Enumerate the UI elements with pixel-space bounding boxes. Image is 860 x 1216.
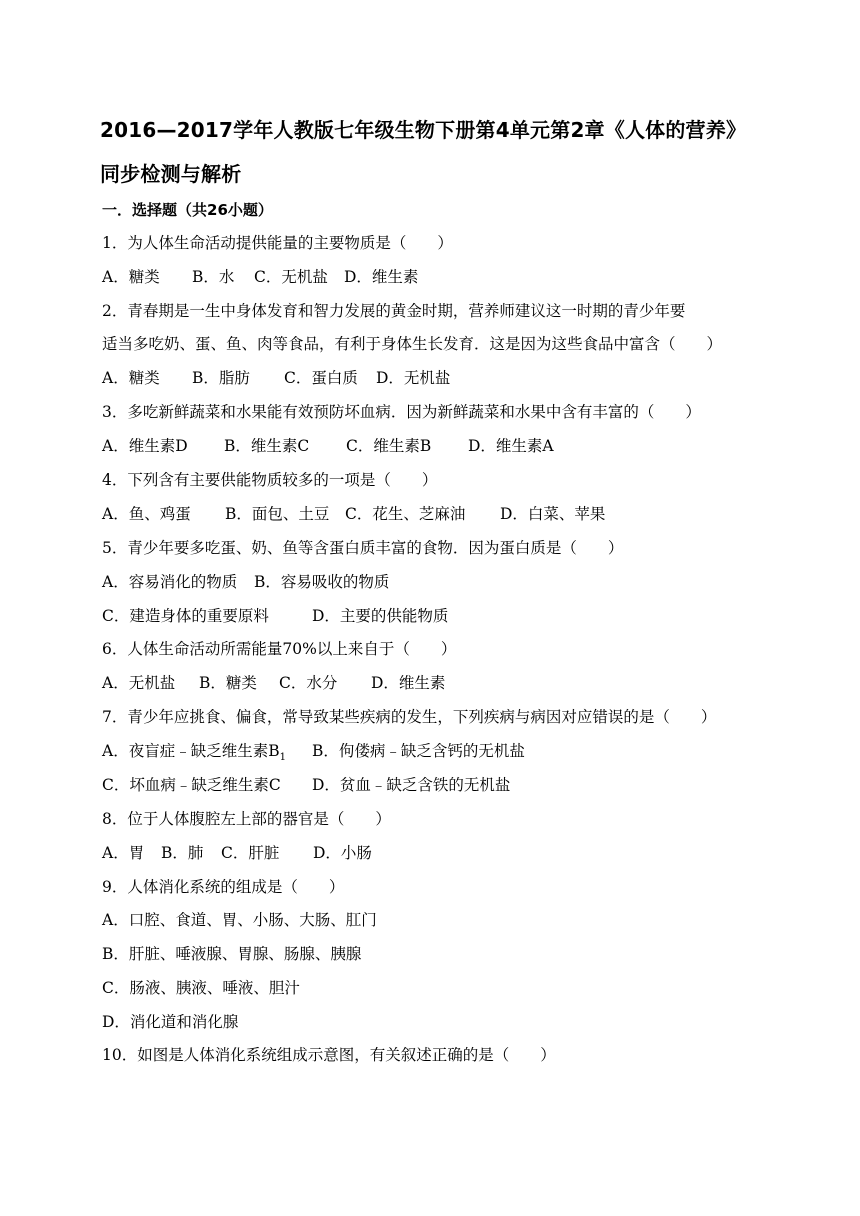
q2-option-c: C．蛋白质 bbox=[284, 369, 358, 387]
q7-option-d: D．贫血﹣缺乏含铁的无机盐 bbox=[312, 776, 511, 794]
q4-option-b: B．面包、土豆 bbox=[225, 505, 330, 523]
q3-option-a: A．维生素D bbox=[102, 437, 188, 455]
q1-option-c: C．无机盐 bbox=[254, 268, 328, 286]
q9-option-b: B．肝脏、唾液腺、胃腺、肠腺、胰腺 bbox=[102, 945, 362, 963]
question-7-options-row-1 bbox=[102, 741, 525, 768]
q6-option-b: B．糖类 bbox=[199, 674, 257, 692]
question-3-options bbox=[102, 436, 554, 456]
q8-option-a: A．胃 bbox=[102, 844, 145, 862]
q5-option-c: C．建造身体的重要原料 bbox=[102, 607, 269, 625]
q9-option-a: A．口腔、食道、胃、小肠、大肠、肛门 bbox=[102, 911, 377, 929]
question-2-line-2: 适当多吃奶、蛋、鱼、肉等食品，有利于身体生长发育．这是因为这些食品中富含（ ） bbox=[102, 335, 723, 353]
q4-option-c: C．花生、芝麻油 bbox=[345, 505, 466, 523]
q3-option-d: D．维生素A bbox=[468, 437, 554, 455]
q8-option-b: B．肺 bbox=[161, 844, 204, 862]
document-title-line-2: 同步检测与解析 bbox=[100, 162, 242, 186]
question-6-options bbox=[102, 673, 445, 693]
q2-option-b: B．脂肪 bbox=[192, 369, 250, 387]
document-title-line-1: 2016—2017学年人教版七年级生物下册第4单元第2章《人体的营养》 bbox=[100, 118, 747, 142]
question-5-options-row-1 bbox=[102, 572, 389, 592]
question-2-line-1: 2．青春期是一生中身体发育和智力发展的黄金时期，营养师建议这一时期的青少年要 bbox=[102, 302, 686, 320]
q9-option-d: D．消化道和消化腺 bbox=[102, 1013, 239, 1031]
q3-option-b: B．维生素C bbox=[224, 437, 310, 455]
q7-option-b: B．佝偻病﹣缺乏含钙的无机盐 bbox=[312, 742, 525, 760]
q1-option-d: D．维生素 bbox=[344, 268, 419, 286]
question-1: 1．为人体生命活动提供能量的主要物质是（ ） bbox=[102, 234, 453, 252]
question-9: 9．人体消化系统的组成是（ ） bbox=[102, 878, 345, 896]
question-5: 5．青少年要多吃蛋、奶、鱼等含蛋白质丰富的食物．因为蛋白质是（ ） bbox=[102, 539, 624, 557]
question-8-options bbox=[102, 843, 372, 863]
q1-option-b: B．水 bbox=[192, 268, 235, 286]
q5-option-a: A．容易消化的物质 bbox=[102, 573, 238, 591]
question-10: 10．如图是人体消化系统组成示意图，有关叙述正确的是（ ） bbox=[102, 1046, 556, 1064]
q8-option-c: C．肝脏 bbox=[221, 844, 280, 862]
q6-option-d: D．维生素 bbox=[371, 674, 446, 692]
question-4-options bbox=[102, 504, 605, 524]
question-2-options bbox=[102, 368, 450, 388]
section-heading: 一．选择题（共26小题） bbox=[102, 201, 273, 219]
q6-option-c: C．水分 bbox=[279, 674, 338, 692]
q5-option-b: B．容易吸收的物质 bbox=[254, 573, 390, 591]
q7-option-a bbox=[102, 741, 312, 768]
q7-option-c: C．坏血病﹣缺乏维生素C bbox=[102, 776, 281, 794]
q9-option-c: C．肠液、胰液、唾液、胆汁 bbox=[102, 979, 300, 997]
question-4: 4．下列含有主要供能物质较多的一项是（ ） bbox=[102, 471, 438, 489]
question-5-options-row-2 bbox=[102, 606, 448, 626]
q2-option-d: D．无机盐 bbox=[376, 369, 451, 387]
q6-option-a: A．无机盐 bbox=[102, 674, 176, 692]
question-1-options bbox=[102, 267, 418, 287]
q4-option-d: D．白菜、苹果 bbox=[500, 505, 606, 523]
question-7-options-row-2 bbox=[102, 775, 510, 795]
q7-option-a-text: A．夜盲症﹣缺乏维生素B bbox=[102, 742, 280, 760]
q4-option-a: A．鱼、鸡蛋 bbox=[102, 505, 191, 523]
q3-option-c: C．维生素B bbox=[346, 437, 432, 455]
q5-option-d: D．主要的供能物质 bbox=[312, 607, 449, 625]
question-7: 7．青少年应挑食、偏食，常导致某些疾病的发生，下列疾病与病因对应错误的是（ ） bbox=[102, 708, 717, 726]
q8-option-d: D．小肠 bbox=[313, 844, 372, 862]
q2-option-a: A．糖类 bbox=[102, 369, 160, 387]
question-8: 8．位于人体腹腔左上部的器官是（ ） bbox=[102, 810, 391, 828]
question-6: 6．人体生命活动所需能量70%以上来自于（ ） bbox=[102, 640, 457, 658]
q1-option-a: A．糖类 bbox=[102, 268, 160, 286]
q7-option-a-subscript: 1 bbox=[279, 752, 286, 764]
question-3: 3．多吃新鲜蔬菜和水果能有效预防坏血病．因为新鲜蔬菜和水果中含有丰富的（ ） bbox=[102, 403, 701, 421]
